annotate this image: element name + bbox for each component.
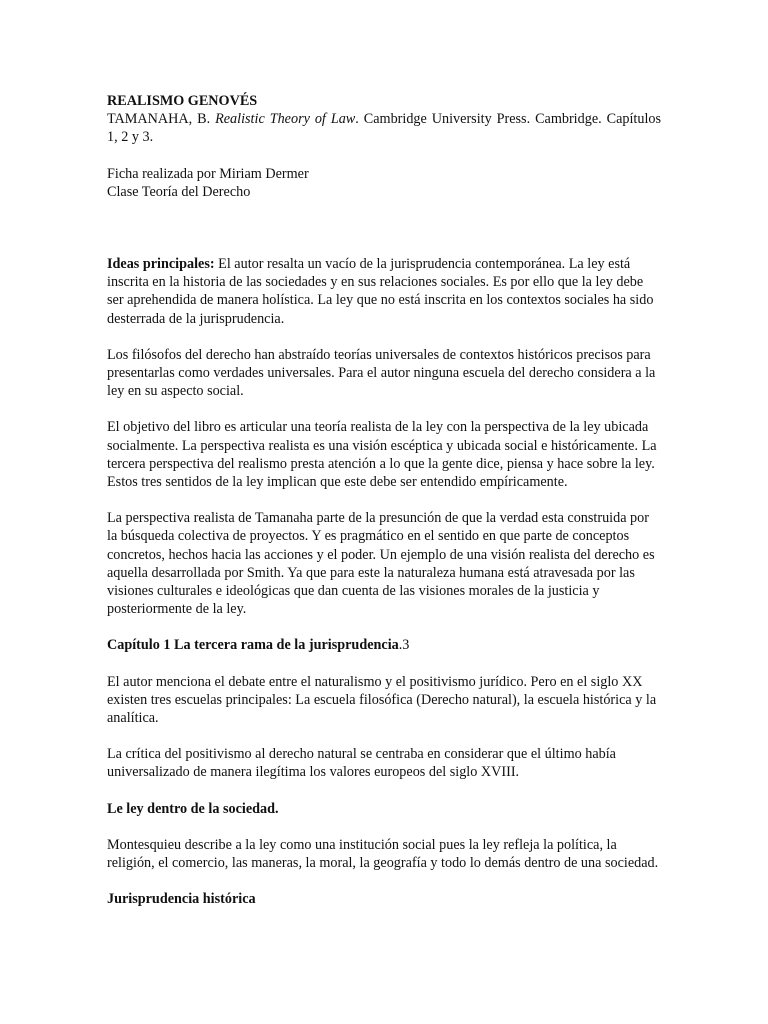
book-citation	[107, 110, 661, 146]
section-heading-historical-jurisprudence: Jurisprudencia histórica	[107, 891, 256, 908]
paragraph-debate: El autor menciona el debate entre el naturalismo y el positivismo jurídico. Pero en el siglo XX existen tres escuelas principales: La escuela filosófica (Derecho natural), la escuela histórica y la analítica.	[107, 673, 657, 727]
document-title: REALISMO GENOVÉS	[107, 93, 258, 109]
citation-book-title: Realistic Theory of Law	[215, 111, 356, 128]
paragraph-philosophers: Los filósofos del derecho han abstraído teorías universales de contextos históricos precisos para presentarlas como verdades universales. Para el autor ninguna escuela del derecho considera a la ley en su aspecto social.	[107, 346, 656, 400]
chapter-1-heading-line	[107, 636, 661, 654]
paragraph-realist-perspective: La perspectiva realista de Tamanaha parte de la presunción de que la verdad esta construida por la búsqueda colectiva de proyectos. Y es pragmático en el sentido en que parte de conceptos concretos, hechos hacia las acciones y el poder. Un ejemplo de una visión realista del derecho es aquella desarrollada por Smith. Ya que para este la naturaleza humana está atravesada por las visiones culturales e ideológicas que dan cuenta de las visiones morales de la justicia y posteriormente de la ley.	[107, 510, 655, 618]
made-by-line: Ficha realizada por Miriam Dermer	[107, 165, 309, 182]
paragraph-montesquieu: Montesquieu describe a la ley como una institución social pues la ley refleja la política, la religión, el comercio, las maneras, la moral, la geografía y todo lo demás dentro de una sociedad.	[107, 836, 659, 872]
document-content	[107, 92, 661, 909]
chapter-1-heading: Capítulo 1 La tercera rama de la jurisprudencia	[107, 637, 399, 654]
main-ideas-paragraph	[107, 255, 661, 328]
class-line: Clase Teoría del Derecho	[107, 183, 251, 200]
main-ideas-label: Ideas principales:	[107, 256, 215, 273]
citation-details: . Cambridge University Press. Cambridge. Capítulos 1, 2 y 3.	[107, 111, 661, 146]
paragraph-objective: El objetivo del libro es articular una teoría realista de la ley con la perspectiva de la ley ubicada socialmente. La perspectiva realista es una visión escéptica y ubicada social e históricamente. La tercera perspectiva del realismo presta atención a lo que la gente dice, piensa y hace sobre la ley. Estos tres sentidos de la ley implican que este debe ser entendido empíricamente.	[107, 419, 657, 491]
section-heading-law-in-society: Le ley dentro de la sociedad.	[107, 800, 279, 817]
citation-author: TAMANAHA, B.	[107, 111, 211, 128]
chapter-1-suffix: .3	[398, 637, 410, 654]
paragraph-critique: La crítica del positivismo al derecho natural se centraba en considerar que el último había universalizado de manera ilegítima los valores europeos del siglo XVIII.	[107, 746, 616, 781]
main-ideas-text: El autor resalta un vacío de la jurisprudencia contemporánea. La ley está inscrita en la historia de las sociedades y en sus relaciones sociales. Es por ello que la ley debe ser aprehendida de manera holística. La ley que no está inscrita en los contextos sociales ha sido desterrada de la jurisprudencia.	[107, 256, 654, 327]
